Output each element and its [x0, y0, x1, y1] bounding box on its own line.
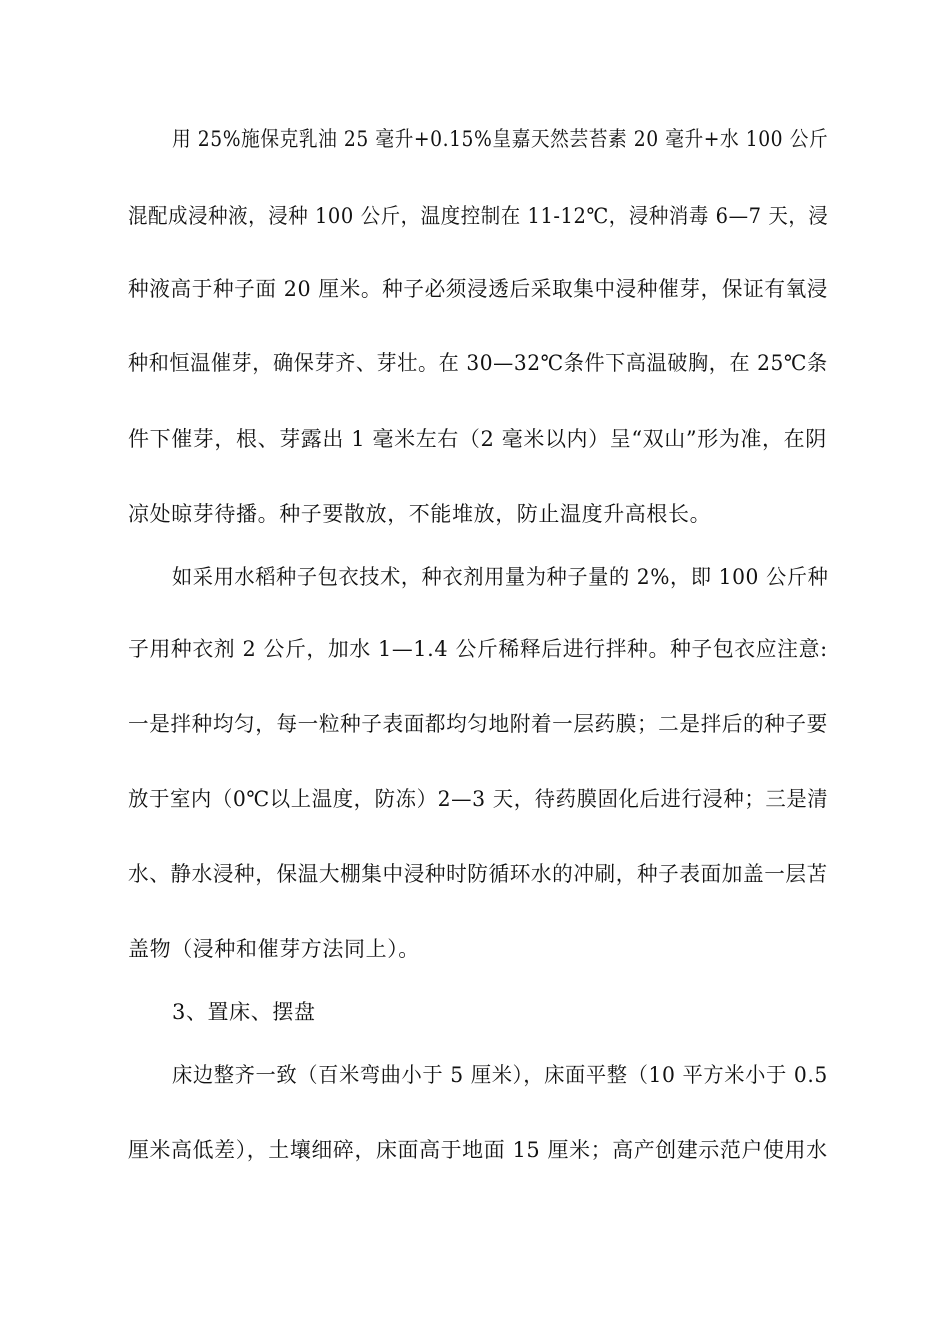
paragraph-2-line-3: 一是拌种均匀，每一粒种子表面都均匀地附着一层药膜；二是拌后的种子要: [128, 712, 828, 736]
paragraph-1-line-5: 件下催芽，根、芽露出 1 毫米左右（2 毫米以内）呈“双山”形为准，在阴: [128, 427, 827, 451]
paragraph-2-line-4: 放于室内（0℃以上温度，防冻）2—3 天，待药膜固化后进行浸种；三是清: [128, 787, 829, 811]
paragraph-1-line-1: 用 25%施保克乳油 25 毫升+0.15%皇嘉天然芸苔素 20 毫升+水 100 公斤: [172, 127, 829, 151]
paragraph-1-line-6: 凉处晾芽待播。种子要散放，不能堆放，防止温度升高根长。: [128, 502, 712, 526]
paragraph-2-line-2: 子用种衣剂 2 公斤，加水 1—1.4 公斤稀释后进行拌种。种子包衣应注意:: [128, 637, 828, 661]
paragraph-3-line-2: 厘米高低差），土壤细碎，床面高于地面 15 厘米；高产创建示范户使用水: [128, 1138, 828, 1162]
paragraph-2-line-5: 水、静水浸种，保温大棚集中浸种时防循环水的冲刷，种子表面加盖一层苫: [128, 862, 828, 886]
paragraph-1-line-2: 混配成浸种液，浸种 100 公斤，温度控制在 11-12℃，浸种消毒 6—7 天，浸: [128, 204, 829, 228]
paragraph-1-line-4: 种和恒温催芽，确保芽齐、芽壮。在 30—32℃条件下高温破胸，在 25℃条: [128, 351, 828, 375]
paragraph-2-line-1: 如采用水稻种子包衣技术，种衣剂用量为种子量的 2%，即 100 公斤种: [172, 565, 829, 589]
paragraph-1-line-3: 种液高于种子面 20 厘米。种子必须浸透后采取集中浸种催芽，保证有氧浸: [128, 277, 829, 301]
section-heading: 3、置床、摆盘: [172, 1000, 316, 1024]
paragraph-3-line-1: 床边整齐一致（百米弯曲小于 5 厘米），床面平整（10 平方米小于 0.5: [172, 1063, 828, 1087]
paragraph-2-line-6: 盖物（浸种和催芽方法同上）。: [128, 937, 420, 961]
